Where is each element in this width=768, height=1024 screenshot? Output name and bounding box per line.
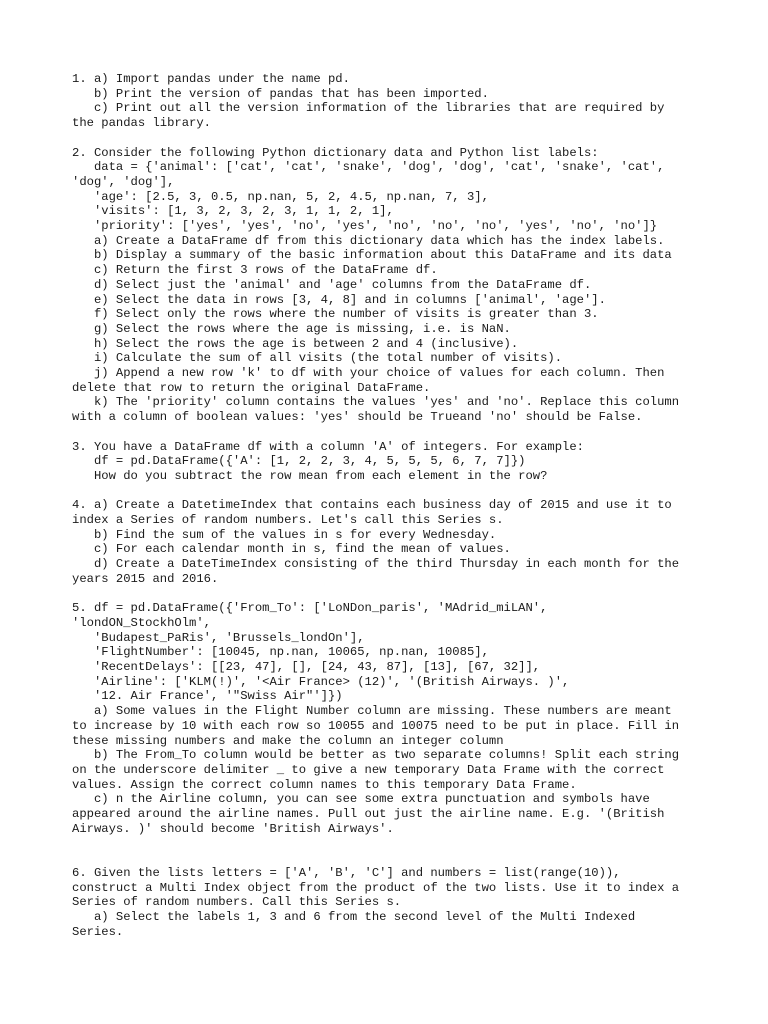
text-line: Series. xyxy=(72,924,124,939)
text-line: 'age': [2.5, 3, 0.5, np.nan, 5, 2, 4.5, np.nan, 7, 3], xyxy=(72,189,489,204)
question-2-paragraph xyxy=(72,146,702,425)
text-line: How do you subtract the row mean from each element in the row? xyxy=(72,468,548,483)
text-line: d) Select just the 'animal' and 'age' columns from the DataFrame df. xyxy=(72,277,592,292)
text-line: Airways. )' should become 'British Airways'. xyxy=(72,821,394,836)
text-line: the pandas library. xyxy=(72,116,211,131)
text-line: c) Return the first 3 rows of the DataFrame df. xyxy=(72,263,438,278)
text-line: h) Select the rows the age is between 2 and 4 (inclusive). xyxy=(72,336,519,351)
text-line: e) Select the data in rows [3, 4, 8] and in columns ['animal', 'age']. xyxy=(72,292,606,307)
text-line: '12. Air France', '"Swiss Air"']}) xyxy=(72,689,343,704)
question-1-paragraph xyxy=(72,72,702,131)
question-4-paragraph xyxy=(72,498,702,586)
document-body xyxy=(72,72,702,954)
question-6-paragraph xyxy=(72,866,702,940)
text-line: 'visits': [1, 3, 2, 3, 2, 3, 1, 1, 2, 1], xyxy=(72,204,394,219)
text-line: b) The From_To column would be better as two separate columns! Split each string xyxy=(72,748,680,763)
text-line: appeared around the airline names. Pull out just the airline name. E.g. '(British xyxy=(72,807,665,822)
text-line: these missing numbers and make the column an integer column xyxy=(72,733,504,748)
text-line: c) For each calendar month in s, find the mean of values. xyxy=(72,542,511,557)
text-line: Series of random numbers. Call this Series s. xyxy=(72,895,402,910)
text-line: 'Airline': ['KLM(!)', '<Air France> (12)', '(British Airways. )', xyxy=(72,674,570,689)
text-line: g) Select the rows where the age is missing, i.e. is NaN. xyxy=(72,321,511,336)
text-line: to increase by 10 with each row so 10055 and 10075 need to be put in place. Fill in xyxy=(72,718,680,733)
text-line: 4. a) Create a DatetimeIndex that contains each business day of 2015 and use it to xyxy=(72,498,672,513)
text-line: data = {'animal': ['cat', 'cat', 'snake', 'dog', 'dog', 'cat', 'snake', 'cat', xyxy=(72,160,665,175)
text-line: 'priority': ['yes', 'yes', 'no', 'yes', 'no', 'no', 'no', 'yes', 'no', 'no']} xyxy=(72,219,658,234)
text-line: years 2015 and 2016. xyxy=(72,571,219,586)
text-line: on the underscore delimiter _ to give a new temporary Data Frame with the correct xyxy=(72,762,665,777)
text-line: d) Create a DateTimeIndex consisting of the third Thursday in each month for the xyxy=(72,557,680,572)
text-line: 2. Consider the following Python dictionary data and Python list labels: xyxy=(72,145,599,160)
text-line: b) Print the version of pandas that has been imported. xyxy=(72,86,489,101)
text-line: 'londON_StockhOlm', xyxy=(72,615,211,630)
text-line: b) Display a summary of the basic information about this DataFrame and its data xyxy=(72,248,672,263)
text-line: a) Some values in the Flight Number column are missing. These numbers are meant xyxy=(72,704,672,719)
text-line: f) Select only the rows where the number of visits is greater than 3. xyxy=(72,307,599,322)
text-line: a) Select the labels 1, 3 and 6 from the second level of the Multi Indexed xyxy=(72,910,636,924)
text-line: a) Create a DataFrame df from this dictionary data which has the index labels. xyxy=(72,233,665,248)
text-line: 5. df = pd.DataFrame({'From_To': ['LoNDon_paris', 'MAdrid_miLAN', xyxy=(72,601,548,616)
text-line: with a column of boolean values: 'yes' should be Trueand 'no' should be False. xyxy=(72,410,643,425)
text-line: b) Find the sum of the values in s for every Wednesday. xyxy=(72,527,497,542)
text-line: construct a Multi Index object from the product of the two lists. Use it to index a xyxy=(72,880,680,895)
text-line: j) Append a new row 'k' to df with your choice of values for each column. Then xyxy=(72,366,665,381)
text-line: 'FlightNumber': [10045, np.nan, 10065, np.nan, 10085], xyxy=(72,645,489,660)
text-line: 1. a) Import pandas under the name pd. xyxy=(72,72,350,86)
text-line: 'Budapest_PaRis', 'Brussels_londOn'], xyxy=(72,630,365,645)
text-line: i) Calculate the sum of all visits (the total number of visits). xyxy=(72,351,563,366)
text-line: 3. You have a DataFrame df with a column 'A' of integers. For example: xyxy=(72,439,584,454)
text-line: 6. Given the lists letters = ['A', 'B', 'C'] and numbers = list(range(10)), xyxy=(72,865,621,880)
text-line: 'dog', 'dog'], xyxy=(72,174,175,189)
text-line: 'RecentDelays': [[23, 47], [], [24, 43, 87], [13], [67, 32]], xyxy=(72,660,541,675)
text-line: c) n the Airline column, you can see some extra punctuation and symbols have xyxy=(72,792,650,807)
text-line: delete that row to return the original DataFrame. xyxy=(72,380,431,395)
text-line: df = pd.DataFrame({'A': [1, 2, 2, 3, 4, 5, 5, 5, 6, 7, 7]}) xyxy=(72,454,526,469)
question-3-paragraph xyxy=(72,440,702,484)
text-line: k) The 'priority' column contains the values 'yes' and 'no'. Replace this column xyxy=(72,395,680,410)
text-line: index a Series of random numbers. Let's call this Series s. xyxy=(72,513,504,528)
text-line: values. Assign the correct column names to this temporary Data Frame. xyxy=(72,777,577,792)
text-line: c) Print out all the version information of the libraries that are required by xyxy=(72,101,665,116)
question-5-paragraph xyxy=(72,601,702,836)
